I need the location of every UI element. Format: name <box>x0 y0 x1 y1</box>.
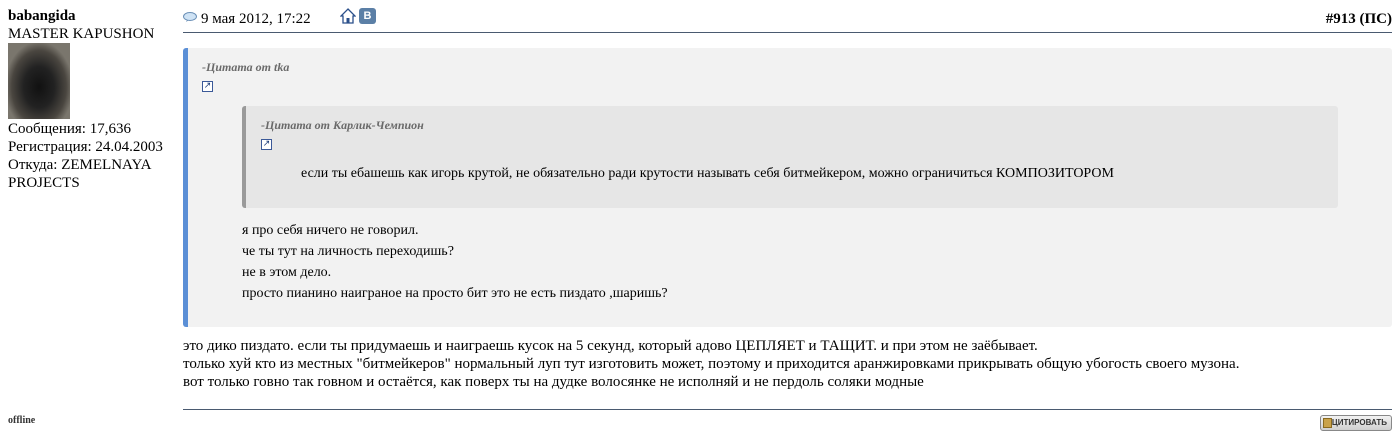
post-bubble-icon <box>183 12 197 22</box>
quote-inner <box>242 106 1338 208</box>
vk-icon[interactable]: В <box>359 8 376 24</box>
user-title: MASTER KAPUSHON <box>8 26 155 42</box>
jump-to-quote-icon[interactable]: ↗ <box>203 81 212 91</box>
user-messages: Сообщения: 17,636 <box>8 121 131 137</box>
post-body-line: вот только говно так говном и остаётся, как поверх ты на дудке волосянке не исполняй и не пердоль соляки модные <box>183 374 924 390</box>
quote-line: че ты тут на личность переходишь? <box>242 244 454 259</box>
avatar <box>8 43 70 119</box>
post-number-link[interactable]: #913 <box>1325 11 1356 27</box>
post-body-line: только хуй кто из местных "битмейкеров" нормальный луп тут изготовить может, поэтому и приходится аранжировками прикрывать общую убогость своего музона. <box>183 356 1240 372</box>
quote-button-icon <box>1323 418 1332 428</box>
quote-button[interactable] <box>1320 415 1392 431</box>
quote-line: просто пианино наиграное на просто бит это не есть пиздато ,шаришь? <box>242 286 668 301</box>
status-label: offline <box>8 415 36 426</box>
username[interactable]: babangida <box>8 8 76 24</box>
quote-button-label: ЦИТИРОВАТЬ <box>1331 418 1387 427</box>
quote-outer-title: -Цитата от tka <box>202 60 290 74</box>
jump-to-quote-icon[interactable]: ↗ <box>262 139 271 149</box>
quote-inner-text: если ты ебашешь как игорь крутой, не обязательно ради крутости называть себя битмейкером, можно ограничиться КОМПОЗИТОРОМ <box>301 166 1114 181</box>
home-icon[interactable] <box>340 8 356 24</box>
quote-outer-text <box>242 220 668 304</box>
quote-line: не в этом дело. <box>242 265 332 280</box>
user-location: Откуда: ZEMELNAYA PROJECTS <box>8 157 151 191</box>
post-header <box>183 8 1392 33</box>
post-body-line: это дико пиздато. если ты придумаешь и наиграешь кусок на 5 секунд, который адово ЦЕПЛЯЕТ и ТАЩИТ. и при этом не заёбывает. <box>183 338 1038 354</box>
post-footer-divider <box>183 409 1392 410</box>
post-number <box>1326 10 1392 28</box>
user-sidebar <box>8 7 180 192</box>
post-body <box>183 337 1239 391</box>
quote-inner-title: -Цитата от Карлик-Чемпион <box>261 118 424 132</box>
post-tag: (ПС) <box>1359 11 1392 27</box>
quote-outer <box>183 48 1392 327</box>
quote-line: я про себя ничего не говорил. <box>242 223 419 238</box>
post-date: 9 мая 2012, 17:22 <box>201 11 311 27</box>
user-registered: Регистрация: 24.04.2003 <box>8 139 163 155</box>
